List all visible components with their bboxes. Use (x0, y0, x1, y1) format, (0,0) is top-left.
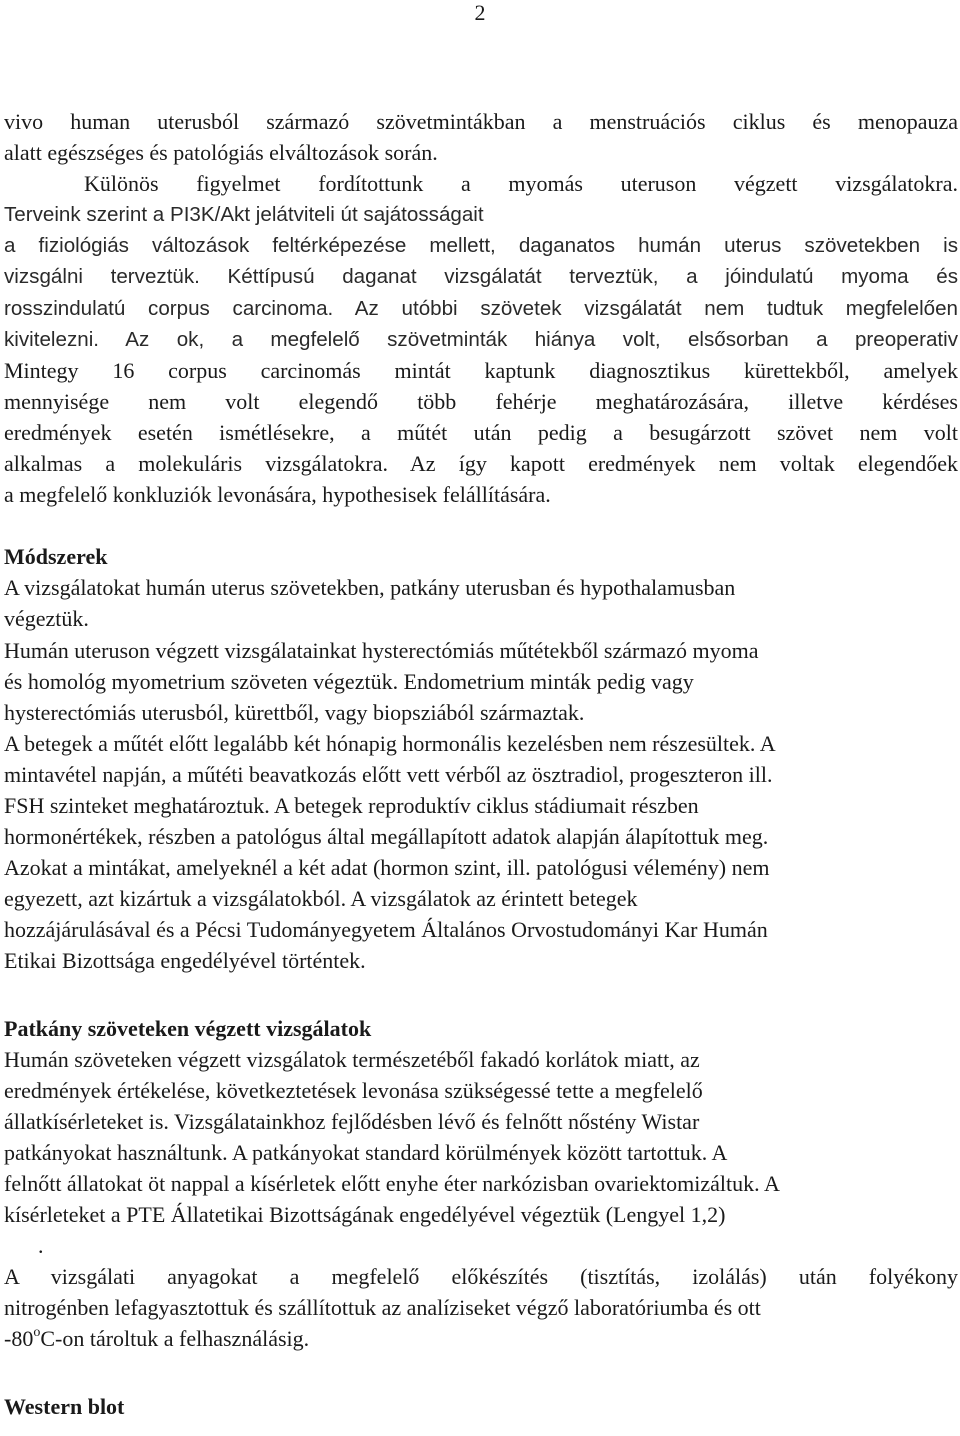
page-number: 2 (474, 0, 486, 25)
temperature-value: -80 (4, 1326, 34, 1352)
section-heading-methods: Módszerek (4, 544, 108, 570)
methods-section (4, 541, 958, 976)
section-heading-western-blot: Western blot (4, 1393, 125, 1419)
text-line: Terveink szerint a PI3K/Akt jelátviteli út sajátosságait (4, 203, 484, 227)
section-heading-rat: Patkány szöveteken végzett vizsgálatok (4, 1015, 372, 1041)
text-line: FSH szinteket meghatároztuk. A betegek reproduktív ciklus stádiumait részben (4, 792, 699, 818)
text-line: hozzájárulásával és a Pécsi Tudományegyetem Általános Orvostudományi Kar Humán (4, 917, 768, 943)
text-line: hormonértékek, részben a patológus által megállapított adatok alapján álapítottuk meg. (4, 824, 769, 850)
text-line: A vizsgálatokat humán uterus szövetekben, patkány uterusban és hypothalamusban (4, 575, 736, 601)
text-line: hysterectómiás uterusból, kürettből, vagy biopsziából származtak. (4, 699, 585, 725)
text-line: kísérleteket a PTE Állatetikai Bizottságának engedélyével végeztük (Lengyel 1,2) (4, 1202, 726, 1228)
text-line: állatkísérleteket is. Vizsgálatainkhoz fejlődésben lévő és felnőtt nőstény Wistar (4, 1108, 700, 1134)
text-line: a megfelelő konkluziók levonására, hypothesisek felállítására. (4, 482, 551, 508)
text-line: mintavétel napján, a műtéti beavatkozás előtt vett vérből az ösztradiol, progeszteron ill. (4, 761, 773, 787)
document-body (4, 106, 958, 1422)
text-line: vivo human uterusból származó szövetmintákban a menstruációs ciklus és menopauza (4, 109, 958, 134)
text-line: Különös figyelmet fordítottunk a myomás uteruson végzett vizsgálatokra. (84, 171, 958, 197)
text-line: A betegek a műtét előtt legalább két hónapig hormonális kezelésben nem részesültek. A (4, 730, 776, 756)
text-line: alkalmas a molekuláris vizsgálatokra. Az így kapott eredmények nem voltak elegendőek (4, 451, 958, 477)
text-line: kivitelezni. Az ok, a megfelelő szövetminták hiánya volt, elsősorban a preoperativ (4, 327, 958, 351)
intro-paragraph (4, 106, 958, 510)
text-span: C-on tároltuk a felhasználásig. (40, 1326, 310, 1352)
rat-section (4, 1013, 958, 1355)
text-line: Humán szöveteken végzett vizsgálatok természetéből fakadó korlátok miatt, az (4, 1046, 700, 1072)
text-line: patkányokat használtunk. A patkányokat standard körülmények között tartottuk. A (4, 1139, 728, 1165)
text-line: Humán uteruson végzett vizsgálatainkat hysterectómiás műtétekből származó myoma (4, 637, 759, 663)
text-line: alatt egészséges és patológiás elváltozások során. (4, 140, 438, 166)
text-line: nitrogénben lefagyasztottuk és szállítottuk az analíziseket végző laboratóriumba és ott (4, 1295, 761, 1321)
text-line: Mintegy 16 corpus carcinomás mintát kaptunk diagnosztikus kürettekből, amelyek (4, 357, 958, 383)
text-line: A vizsgálati anyagokat a megfelelő előkészítés (tisztítás, izolálás) után folyékony (4, 1264, 958, 1290)
text-line: eredmények esetén ismétlésekre, a műtét után pedig a besugárzott szövet nem volt (4, 419, 958, 445)
text-line: eredmények értékelése, következtetések levonása szükségessé tette a megfelelő (4, 1077, 703, 1103)
text-line: . (38, 1233, 44, 1259)
text-line: vizsgálni terveztük. Kéttípusú daganat vizsgálatát terveztük, a jóindulatú myoma és (4, 265, 958, 289)
text-line: Etikai Bizottsága engedélyével történtek. (4, 948, 366, 974)
text-line: és homológ myometrium szöveten végeztük. Endometrium minták pedig vagy (4, 668, 694, 694)
western-section (4, 1391, 958, 1422)
text-line (4, 1323, 958, 1354)
text-line: mennyisége nem volt elegendő több fehérje meghatározására, illetve kérdéses (4, 388, 958, 414)
text-line: felnőtt állatokat öt nappal a kísérletek előtt enyhe éter narkózisban ovariektomizáltuk. A (4, 1171, 780, 1196)
text-line: egyezett, azt kizártuk a vizsgálatokból. A vizsgálatok az érintett betegek (4, 886, 638, 912)
degree-superscript: o (33, 1325, 41, 1341)
text-line: Azokat a mintákat, amelyeknél a két adat (hormon szint, ill. patológusi vélemény) nem (4, 855, 770, 881)
text-line: rosszindulatú corpus carcinoma. Az utóbbi szövetek vizsgálatát nem tudtuk megfelelően (4, 296, 958, 320)
text-line: a fiziológiás változások feltérképezése mellett, daganatos humán uterus szövetekben is (4, 234, 958, 258)
text-line: végeztük. (4, 606, 89, 632)
